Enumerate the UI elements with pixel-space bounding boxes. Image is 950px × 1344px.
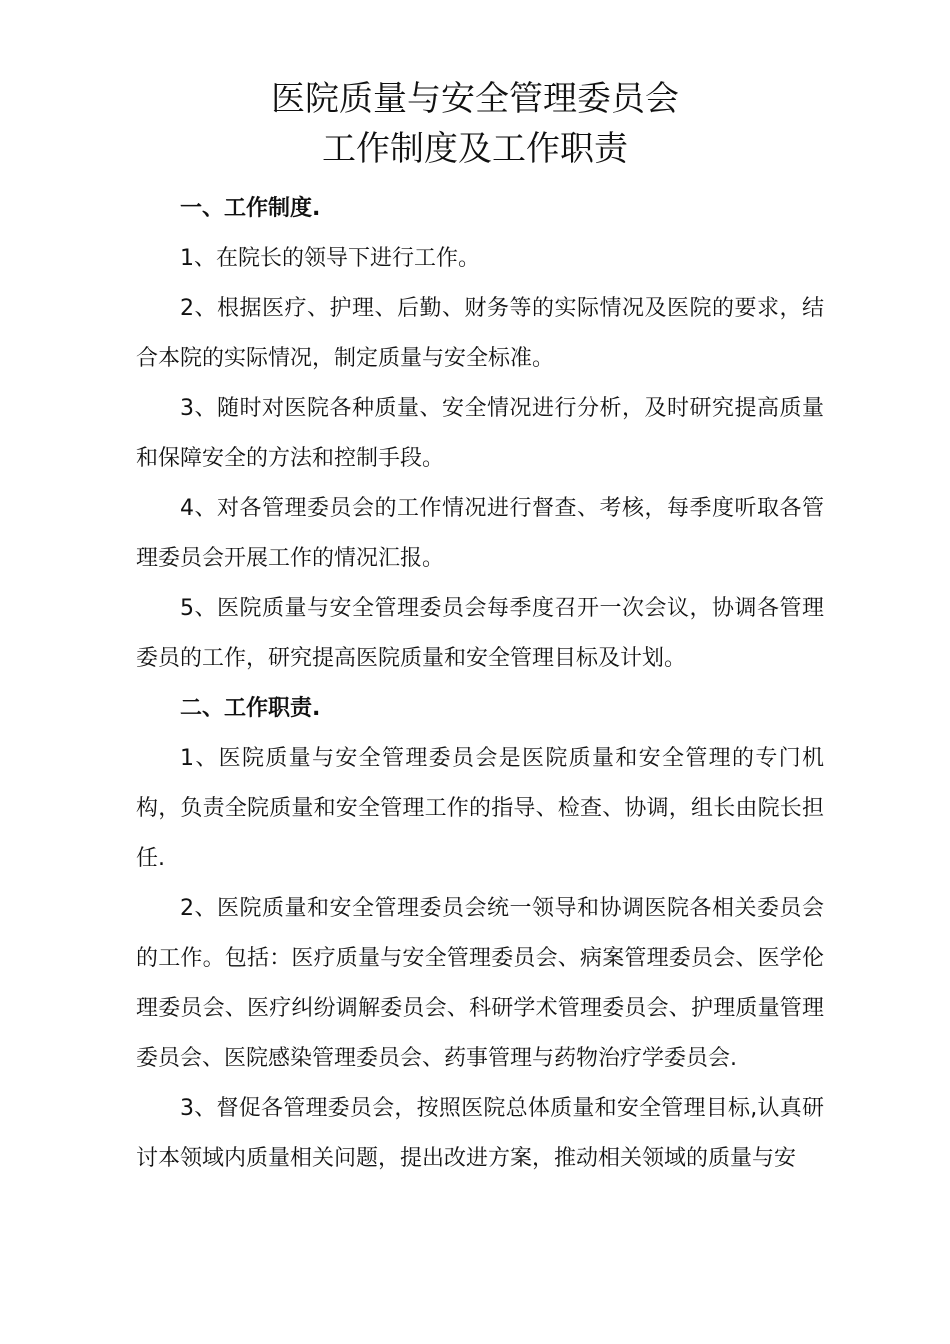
rules-item-5: 5、医院质量与安全管理委员会每季度召开一次会议，协调各管理委员的工作，研究提高医院质量和安全管理目标及计划。 bbox=[136, 596, 824, 671]
section-heading-rules: 一、工作制度. bbox=[180, 196, 321, 221]
document-body bbox=[136, 184, 824, 1184]
title-line-2: 工作制度及工作职责 bbox=[322, 129, 628, 169]
section-heading-duties: 二、工作职责. bbox=[180, 696, 321, 721]
rules-item-4: 4、对各管理委员会的工作情况进行督查、考核，每季度听取各管理委员会开展工作的情况汇报。 bbox=[136, 496, 824, 571]
duties-item-1: 1、医院质量与安全管理委员会是医院质量和安全管理的专门机构，负责全院质量和安全管理工作的指导、检查、协调，组长由院长担任. bbox=[136, 746, 824, 871]
duties-item-3: 3、督促各管理委员会，按照医院总体质量和安全管理目标,认真研讨本领域内质量相关问题，提出改进方案，推动相关领域的质量与安 bbox=[136, 1096, 824, 1171]
rules-item-1: 1、在院长的领导下进行工作。 bbox=[180, 246, 480, 271]
rules-item-3: 3、随时对医院各种质量、安全情况进行分析，及时研究提高质量和保障安全的方法和控制手段。 bbox=[136, 396, 824, 471]
document-title bbox=[0, 74, 950, 174]
duties-item-2: 2、医院质量和安全管理委员会统一领导和协调医院各相关委员会的工作。包括：医疗质量与安全管理委员会、病案管理委员会、医学伦理委员会、医疗纠纷调解委员会、科研学术管理委员会、护理质量管理委员会、医院感染管理委员会、药事管理与药物治疗学委员会. bbox=[136, 896, 824, 1071]
title-line-1: 医院质量与安全管理委员会 bbox=[271, 79, 679, 119]
rules-item-2: 2、根据医疗、护理、后勤、财务等的实际情况及医院的要求，结合本院的实际情况，制定质量与安全标准。 bbox=[136, 296, 824, 371]
